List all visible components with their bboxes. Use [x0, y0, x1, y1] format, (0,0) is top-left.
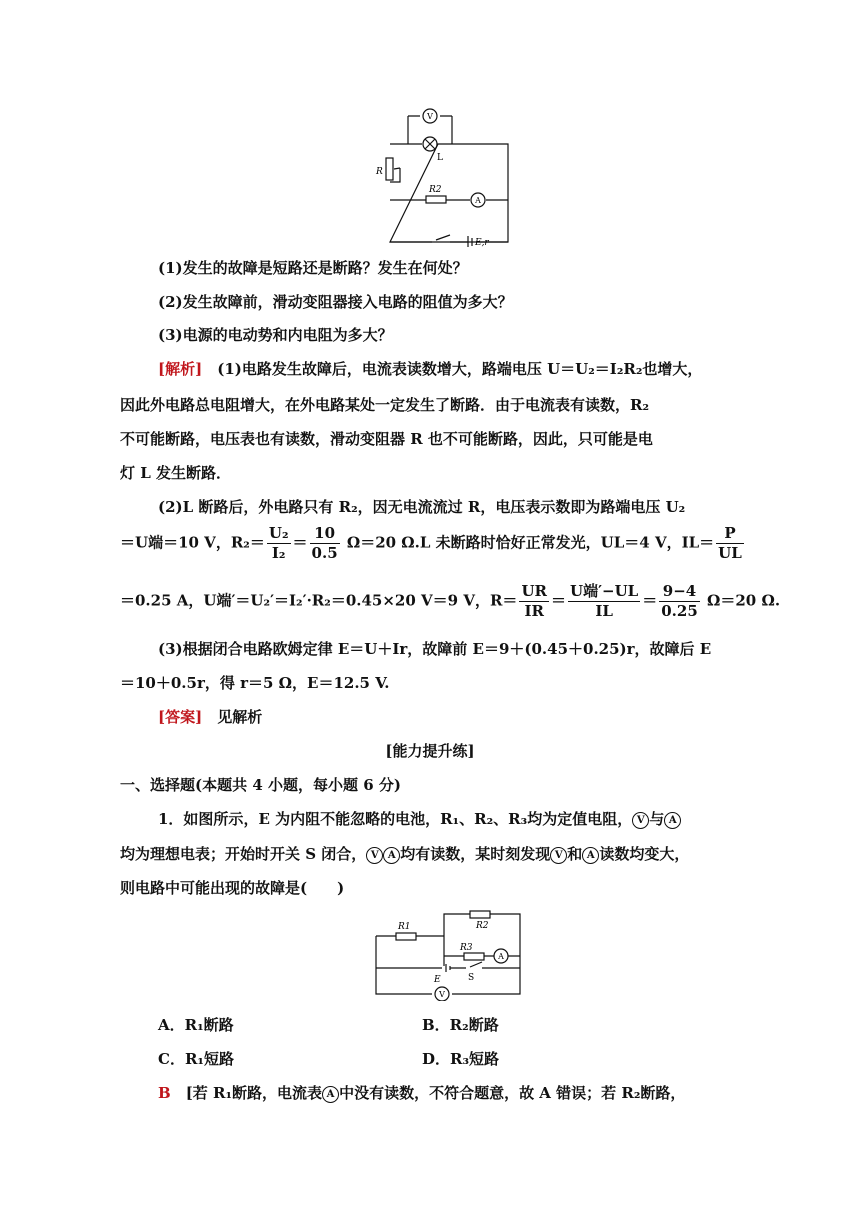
analysis-p2-line-2: ＝U端＝10 V，R₂＝ $\frac{\text{U₂}}{\text{I₂}}$ ＝ $\frac{10}{0.5}$ Ω＝20 Ω.L 未断路时恰好正常发光，UL＝4 V，IL＝ $\frac{P}{UL}$ [120, 524, 742, 562]
fig1-rheostat-label: R [376, 167, 383, 177]
part-title: 一、选择题(本题共 4 小题，每小题 6 分) [120, 776, 401, 794]
fig1-resistor-label: R2 [429, 185, 442, 195]
q1-line-1: 1．如图所示，E 为内阻不能忽略的电池，R₁、R₂、R₃均为定值电阻， V 与 A [158, 808, 778, 830]
analysis-p3-line-2: ＝10＋0.5r，得 r＝5 Ω，E＝12.5 V. [120, 674, 390, 692]
analysis-p2-line-3: ＝0.25 A，U端′＝U₂′＝I₂′·R₂＝0.45×20 V＝9 V，R＝ $\frac{UR}{IR}$ ＝ $\frac{\text{U端′−UL}}{IL}$ ＝ $\frac{9-4}{0.25}$ Ω＝20 Ω. [120, 582, 781, 620]
fig2-r3: R3 [460, 943, 473, 953]
solution-key: B [158, 1084, 171, 1102]
fig2-switch: S [468, 973, 475, 983]
option-d: D．R₃短路 [422, 1050, 500, 1068]
fig2-r1: R1 [398, 922, 411, 932]
fig2-r2: R2 [476, 921, 489, 931]
answer-line: [答案] 见解析 [158, 708, 263, 726]
fig2-voltmeter: V [439, 990, 445, 999]
answer-tag: [答案] [158, 708, 203, 726]
option-b: B．R₂断路 [422, 1016, 499, 1034]
q1-line-2: 均为理想电表；开始时开关 S 闭合， V A 均有读数，某时刻发现 V 和 A 读数均变大， [120, 845, 690, 863]
analysis-tag: [解析] [158, 360, 203, 378]
circuit-figure-2 [370, 906, 530, 1001]
fig2-source: E [434, 975, 441, 985]
question-2: (2)发生故障前，滑动变阻器接入电路的阻值为多大？ [158, 293, 513, 311]
analysis-line-4: 灯 L 发生断路． [120, 464, 231, 482]
circuit-figure-1 [370, 102, 520, 247]
solution-line: B [若 R₁断路，电流表 A 中没有读数，不符合题意，故 A 错误；若 R₂断路， [158, 1084, 686, 1102]
fig1-source-label: E,r [475, 238, 489, 247]
section-title: [能力提升练] [385, 742, 475, 760]
fig2-ammeter: A [498, 952, 504, 961]
analysis-line-2: 因此外电路总电阻增大，在外电路某处一定发生了断路．由于电流表有读数，R₂ [120, 396, 650, 414]
q1-line-3: 则电路中可能出现的故障是( ) [120, 879, 345, 897]
analysis-p3-line-1: (3)根据闭合电路欧姆定律 E＝U＋Ir，故障前 E＝9＋(0.45＋0.25)r，故障后 E [158, 640, 712, 658]
analysis-p2-line-1: (2)L 断路后，外电路只有 R₂，因无电流流过 R，电压表示数即为路端电压 U₂ [158, 498, 686, 516]
option-c: C．R₁短路 [158, 1050, 234, 1068]
fig1-voltmeter: V [427, 112, 433, 121]
question-1: (1)发生的故障是短路还是断路？发生在何处？ [158, 259, 468, 277]
fig1-ammeter: A [475, 196, 481, 205]
fig1-lamp-label: L [437, 153, 443, 163]
analysis-line-3: 不可能断路，电压表也有读数，滑动变阻器 R 也不可能断路，因此，只可能是电 [120, 430, 653, 448]
question-3: (3)电源的电动势和内电阻为多大？ [158, 326, 393, 344]
analysis-line-1: [解析] (1)电路发生故障后，电流表读数增大，路端电压 U＝U₂＝I₂R₂也增大， [158, 360, 703, 378]
option-a: A．R₁断路 [158, 1016, 234, 1034]
